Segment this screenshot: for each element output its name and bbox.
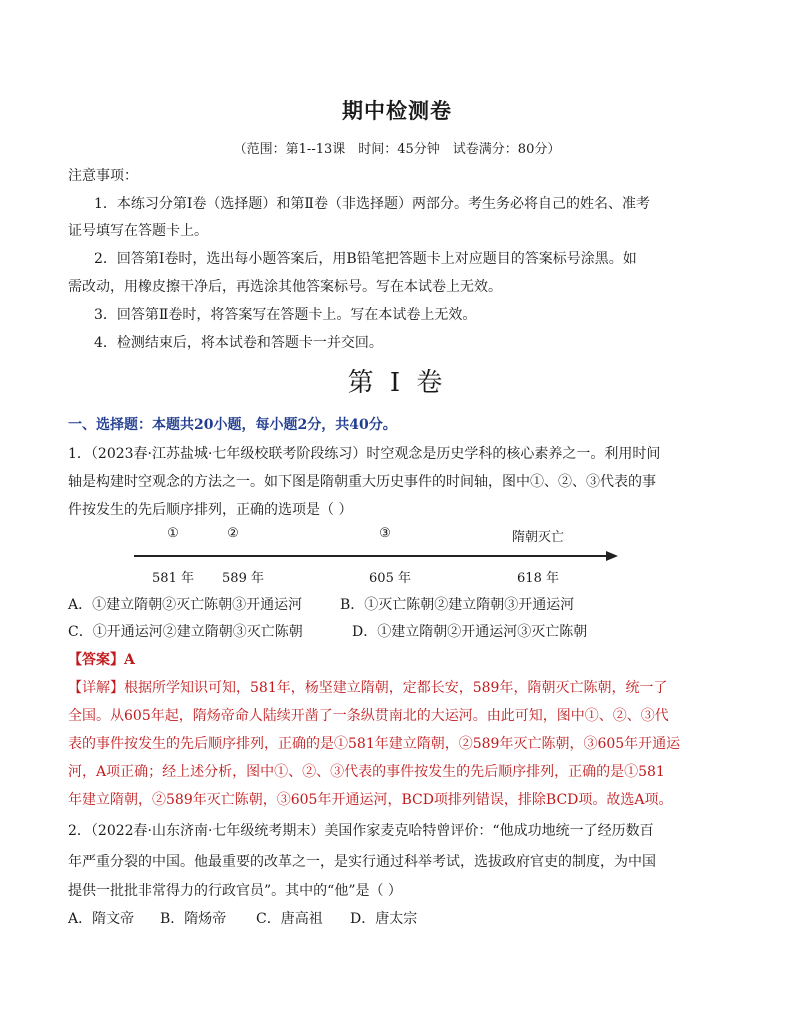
explanation-text: 【详解】根据所学知识可知，581年，杨坚建立隋朝，定都长安，589年，隋朝灭亡陈朝，统一了 bbox=[68, 680, 668, 696]
option-c: C．唐高祖 bbox=[256, 911, 323, 927]
question-text: 件按发生的先后顺序排列，正确的选项是（ ） bbox=[68, 502, 353, 518]
part-heading: 一、选择题：本题共20小题，每小题2分，共40分。 bbox=[68, 417, 397, 433]
explanation-text: 河，A项正确；经上述分析，图中①、②、③代表的事件按发生的先后顺序排列，正确的是①581 bbox=[68, 764, 665, 780]
section-title: 第 I 卷 bbox=[347, 368, 447, 398]
timeline-marker: ② bbox=[227, 526, 239, 541]
timeline-figure bbox=[128, 520, 628, 590]
explanation-text: 年建立隋朝，②589年灭亡陈朝，③605年开通运河，BCD项排列错误，排除BCD项。故选A项。 bbox=[68, 792, 673, 808]
option-a: A．①建立隋朝②灭亡陈朝③开通运河 bbox=[68, 597, 303, 613]
question-text: 1．（2023春·江苏盐城·七年级校联考阶段练习）时空观念是历史学科的核心素养之一。利用时间 bbox=[68, 446, 661, 462]
explanation-text: 表的事件按发生的先后顺序排列，正确的是①581年建立隋朝，②589年灭亡陈朝，③605年开通运 bbox=[68, 736, 681, 752]
explanation-text: 全国。从605年起，隋炀帝命人陆续开凿了一条纵贯南北的大运河。由此可知，图中①、②、③代 bbox=[68, 708, 669, 724]
option-d: D．①建立隋朝②开通运河③灭亡陈朝 bbox=[352, 624, 588, 640]
question-text: 提供一批批非常得力的行政官员”。其中的“他”是（ ） bbox=[68, 883, 402, 899]
timeline-year: 589 年 bbox=[222, 571, 264, 586]
question-text: 2．（2022春·山东济南·七年级统考期末）美国作家麦克哈特曾评价：“他成功地统一了经历数百 bbox=[68, 823, 654, 839]
answer-label: 【答案】A bbox=[68, 652, 135, 668]
timeline-marker: ① bbox=[167, 526, 179, 541]
exam-scope-subtitle: （范围：第1--13课 时间：45分钟 试卷满分：80分） bbox=[233, 142, 561, 157]
question-text: 年严重分裂的中国。他最重要的改革之一，是实行通过科举考试，选拔政府官吏的制度，为中国 bbox=[68, 854, 656, 870]
notice-line: 3．回答第Ⅱ卷时，将答案写在答题卡上。写在本试卷上无效。 bbox=[94, 307, 477, 323]
option-b: B．①灭亡陈朝②建立隋朝③开通运河 bbox=[340, 597, 575, 613]
timeline-marker: 隋朝灭亡 bbox=[511, 530, 565, 545]
timeline-year: 581 年 bbox=[152, 571, 194, 586]
notice-line: 1．本练习分第Ⅰ卷（选择题）和第Ⅱ卷（非选择题）两部分。考生务必将自己的姓名、准考 bbox=[94, 196, 650, 212]
question-text: 轴是构建时空观念的方法之一。如下图是隋朝重大历史事件的时间轴，图中①、②、③代表的事 bbox=[68, 474, 656, 490]
option-d: D．唐太宗 bbox=[350, 911, 418, 927]
timeline-year: 605 年 bbox=[369, 571, 411, 586]
timeline-year: 618 年 bbox=[517, 571, 559, 586]
option-c: C．①开通运河②建立隋朝③灭亡陈朝 bbox=[68, 624, 303, 640]
option-b: B．隋炀帝 bbox=[160, 911, 227, 927]
option-a: A．隋文帝 bbox=[68, 911, 135, 927]
notice-line: 2．回答第Ⅰ卷时，选出每小题答案后，用B铅笔把答题卡上对应题目的答案标号涂黑。如 bbox=[94, 251, 637, 267]
notice-heading: 注意事项： bbox=[68, 168, 138, 184]
notice-line: 需改动，用橡皮擦干净后，再选涂其他答案标号。写在本试卷上无效。 bbox=[68, 279, 502, 295]
page-title: 期中检测卷 bbox=[342, 98, 452, 123]
notice-line: 证号填写在答题卡上。 bbox=[68, 223, 208, 239]
notice-line: 4．检测结束后，将本试卷和答题卡一并交回。 bbox=[94, 335, 383, 351]
timeline-marker: ③ bbox=[379, 526, 391, 541]
